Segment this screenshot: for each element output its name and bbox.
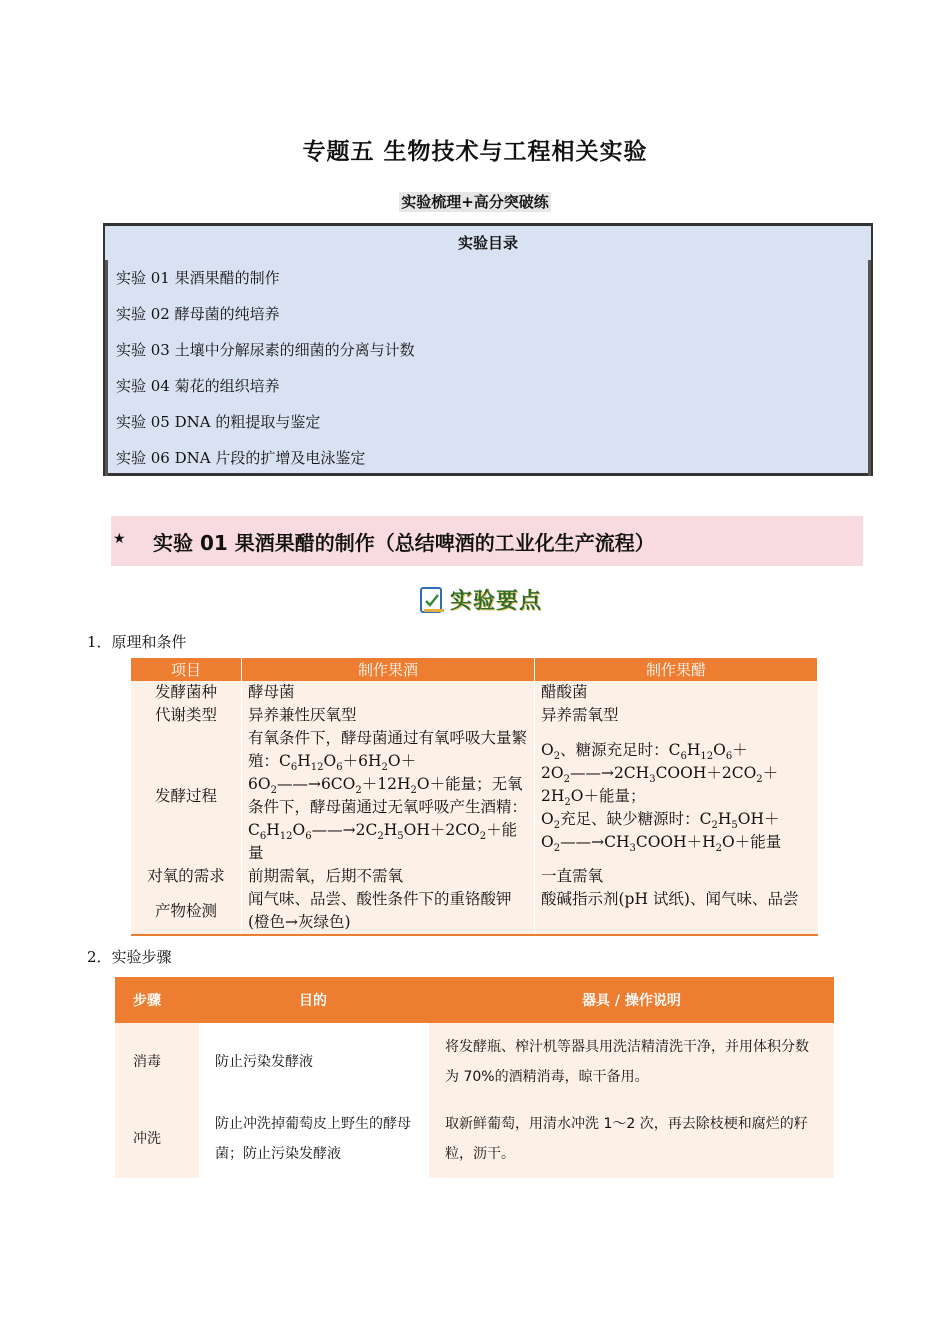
cell-desc: 取新鲜葡萄，用清水冲洗 1～2 次，再去除枝梗和腐烂的籽粒，沥干。 <box>429 1100 834 1178</box>
cell-step: 消毒 <box>115 1023 199 1100</box>
cell-item: 发酵菌种 <box>131 681 242 704</box>
toc-item-01[interactable]: 实验 01 果酒果醋的制作 <box>105 260 871 296</box>
cell-desc: 将发酵瓶、榨汁机等器具用洗洁精清洗干净，并用体积分数为 70%的酒精消毒，晾干备用。 <box>429 1023 834 1100</box>
section-title: 实验 01 果酒果醋的制作（总结啤酒的工业化生产流程） <box>153 531 655 555</box>
header-wine: 制作果酒 <box>242 658 535 681</box>
table-row <box>115 1023 834 1100</box>
cell-vinegar: 异养需氧型 <box>535 704 818 727</box>
toc-item-05[interactable]: 实验 05 DNA 的粗提取与鉴定 <box>105 404 871 440</box>
cell-vinegar: 一直需氧 <box>535 865 818 888</box>
badge-text: 实验要点 <box>450 589 543 614</box>
cell-vinegar: 酸碱指示剂(pH 试纸)、闻气味、品尝 <box>535 888 818 935</box>
toc-item-02[interactable]: 实验 02 酵母菌的纯培养 <box>105 296 871 332</box>
toc-item-06[interactable]: 实验 06 DNA 片段的扩增及电泳鉴定 <box>105 440 871 476</box>
toc-box <box>103 223 873 476</box>
cell-wine: 前期需氧，后期不需氧 <box>242 865 535 888</box>
table-row <box>131 865 818 888</box>
cell-vinegar-process: $O_2$、糖源充足时：$C_6H_{12}O_6+$ $2O_2——\to 2CH_3COOH+2CO_2+2H_2O+$能量； $O_2$充足、缺少糖源时：$C_2H_5OH+$ $O_2——\to CH_3COOH+H_2O+$能量 <box>535 727 818 865</box>
cell-wine: 闻气味、品尝、酸性条件下的重铬酸钾(橙色→灰绿色) <box>242 888 535 935</box>
cell-item: 代谢类型 <box>131 704 242 727</box>
header-purpose: 目的 <box>199 977 429 1023</box>
toc-item-04[interactable]: 实验 04 菊花的组织培养 <box>105 368 871 404</box>
part1-heading: 1．原理和条件 <box>87 633 187 651</box>
table-row <box>131 888 818 935</box>
cell-item: 产物检测 <box>131 888 242 935</box>
section-heading-bar <box>111 516 863 566</box>
table-row <box>115 1100 834 1178</box>
page-title: 专题五 生物技术与工程相关实验 <box>302 139 648 165</box>
cell-item: 对氧的需求 <box>131 865 242 888</box>
table-row <box>131 681 818 704</box>
cell-purpose: 防止污染发酵液 <box>199 1023 429 1100</box>
page-subtitle <box>0 191 950 212</box>
principle-table <box>131 658 818 936</box>
table-header-row <box>115 977 834 1023</box>
header-step: 步骤 <box>115 977 199 1023</box>
cell-purpose: 防止冲洗掉葡萄皮上野生的酵母菌；防止污染发酵液 <box>199 1100 429 1178</box>
cell-wine: 酵母菌 <box>242 681 535 704</box>
subtitle-text: 实验梳理+高分突破练 <box>401 193 549 211</box>
document-check-icon <box>418 585 446 615</box>
cell-item: 发酵过程 <box>131 727 242 865</box>
table-row <box>131 727 818 865</box>
cell-wine-process: 有氧条件下，酵母菌通过有氧呼吸大量繁殖：$C_6H_{12}O_6+6H_2O+$ $6O_2——\to 6CO_2+12H_2O+$能量；无氧条件下，酵母菌通过无氧呼吸产生酒精：$C_6H_{12}O_6——\to 2C_2H_5OH+2CO_2+$能量 <box>242 727 535 865</box>
star-icon: ★ <box>113 531 126 547</box>
header-desc: 器具 / 操作说明 <box>429 977 834 1023</box>
toc-heading: 实验目录 <box>457 234 518 252</box>
part2-heading: 2．实验步骤 <box>87 948 172 966</box>
key-points-badge <box>418 583 558 617</box>
table-header-row <box>131 658 818 681</box>
cell-vinegar: 醋酸菌 <box>535 681 818 704</box>
cell-step: 冲洗 <box>115 1100 199 1178</box>
cell-wine: 异养兼性厌氧型 <box>242 704 535 727</box>
header-vinegar: 制作果醋 <box>535 658 818 681</box>
table-row <box>131 704 818 727</box>
header-item: 项目 <box>131 658 242 681</box>
toc-item-03[interactable]: 实验 03 土壤中分解尿素的细菌的分离与计数 <box>105 332 871 368</box>
steps-table <box>115 977 834 1178</box>
